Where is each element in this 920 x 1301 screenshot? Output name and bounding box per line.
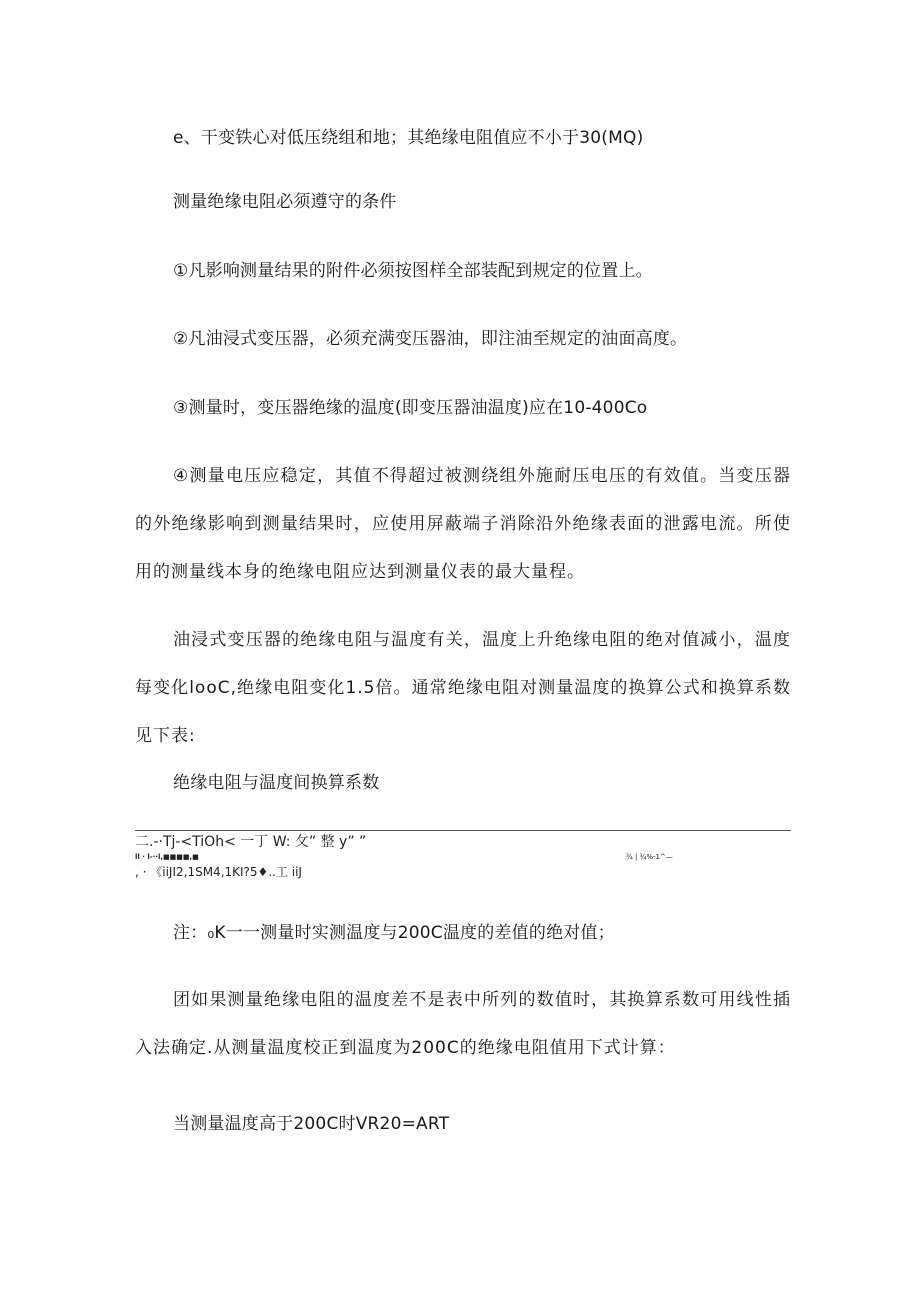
text-line-core-insulation: e、干变铁心对低压绕组和地；其绝缘电阻值应不小于30(MQ) (173, 128, 644, 148)
temperature-relation-paragraph: 油浸式变压器的绝缘电阻与温度有关，温度上升绝缘电阻的绝对值减小，温度每变化looC,绝缘电阻变化1.5倍。通常绝缘电阻对测量温度的换算公式和换算系数见下表: (135, 630, 791, 746)
garbled-table-row: , · 《iiJI2,1SM4,1KI?5♦..工 iiJ (135, 865, 302, 879)
condition-item-4-paragraph: ④测量电压应稳定，其值不得超过被测绕组外施耐压电压的有效值。当变压器的外绝缘影响到测量结果时，应使用屏蔽端子消除沿外绝缘表面的泄露电流。所使用的测量线本身的绝缘电阻应达到测量仪表的最大量程。 (135, 466, 791, 582)
table-title: 绝缘电阻与温度间换算系数 (173, 773, 380, 793)
formula-line: 当测量温度高于200C时VR20=ART (173, 1114, 450, 1134)
condition-item-3: ③测量时，变压器绝缘的温度(即变压器油温度)应在10-400Co (173, 398, 648, 418)
interpolation-paragraph: 团如果测量绝缘电阻的温度差不是表中所列的数值时，其换算系数可用线性插入法确定.从测量温度校正到温度为200C的绝缘电阻值用下式计算： (135, 990, 791, 1058)
garbled-table-cell: ¾ | ¾%-1^— (626, 853, 673, 861)
garbled-table-row: 二.-·Tj-<TiOh< 一丁 W: 攵” 整 y” ” (135, 834, 367, 850)
condition-item-1: ①凡影响测量结果的附件必须按图样全部装配到规定的位置上。 (173, 261, 653, 281)
heading-measurement-conditions: 测量绝缘电阻必须遵守的条件 (173, 192, 397, 212)
table-note: 注：₀K一一测量时实测温度与200C温度的差值的绝对值； (173, 923, 615, 943)
condition-item-2: ②凡油浸式变压器，必须充满变压器油，即注油至规定的油面高度。 (173, 329, 688, 349)
garbled-table-row: ll · l-··l,■■■■,■ (135, 853, 199, 861)
table-top-rule (135, 830, 791, 831)
